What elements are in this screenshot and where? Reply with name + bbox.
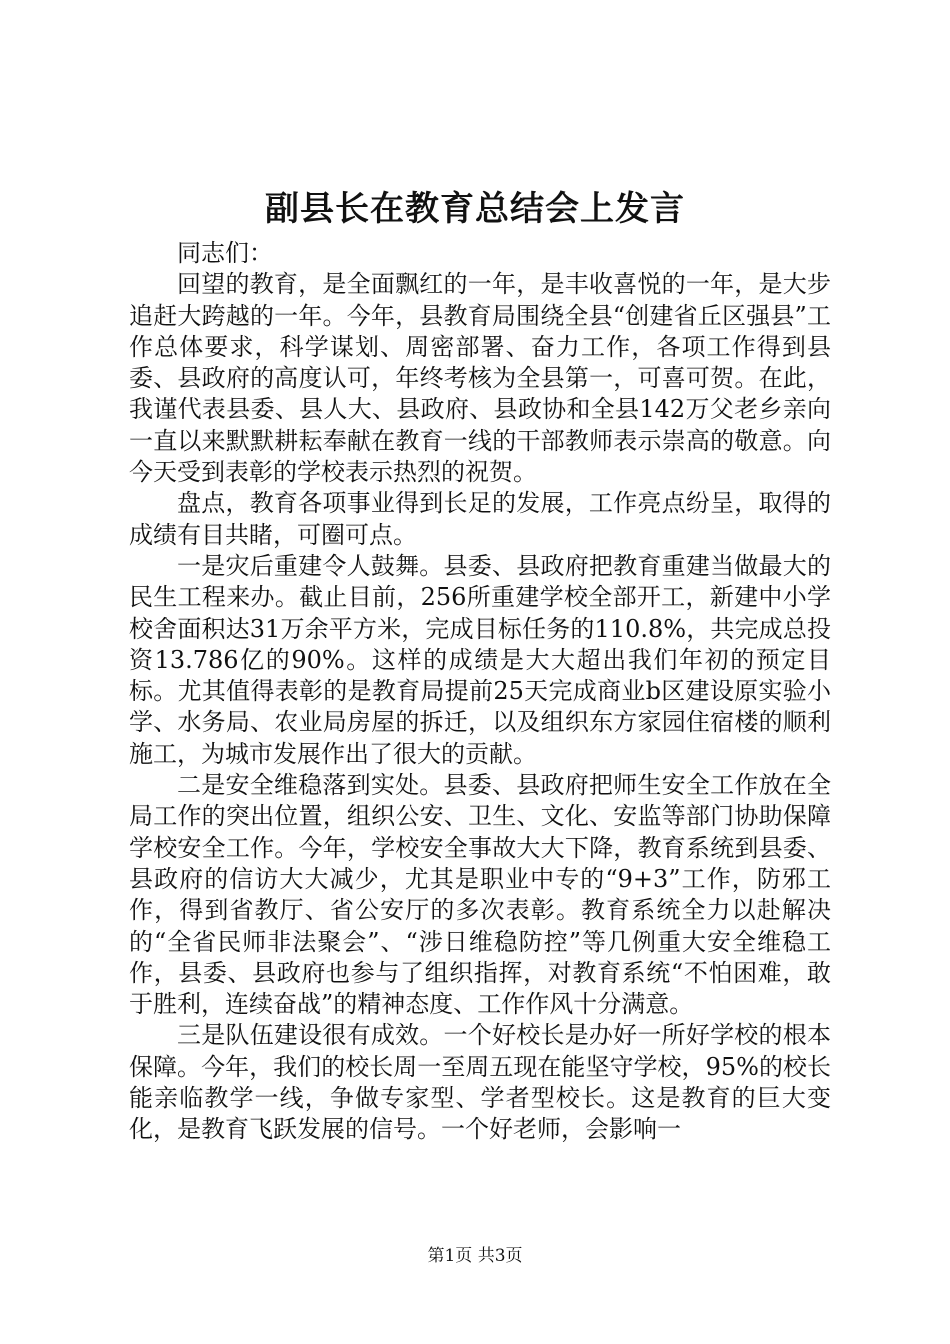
page-footer: 第1页 共3页 [427, 1246, 523, 1266]
document-body [129, 238, 831, 1146]
paragraph-team-building: 三是队伍建设很有成效。一个好校长是办好一所好学校的根本保障。今年，我们的校长周一至周五现在能坚守学校，95%的校长能亲临教学一线，争做专家型、学者型校长。这是教育的巨大变化，是教育飞跃发展的信号。一个好老师，会影响一 [129, 1021, 831, 1144]
paragraph-review: 回望的教育，是全面飘红的一年，是丰收喜悦的一年，是大步追赶大跨越的一年。今年，县教育局围绕全县“创建省丘区强县”工作总体要求，科学谋划、周密部署、奋力工作，各项工作得到县委、县政府的高度认可，年终考核为全县第一，可喜可贺。在此，我谨代表县委、县人大、县政府、县政协和全县142万父老乡亲向一直以来默默耕耘奉献在教育一线的干部教师表示崇高的敬意。向今天受到表彰的学校表示热烈的祝贺。 [129, 270, 831, 487]
paragraph-reconstruction: 一是灾后重建令人鼓舞。县委、县政府把教育重建当做最大的民生工程来办。截止目前，256所重建学校全部开工，新建中小学校舍面积达31万余平方米，完成目标任务的110.8%，共完成总投资13.786亿的90%。这样的成绩是大大超出我们年初的预定目标。尤其值得表彰的是教育局提前25天完成商业b区建设原实验小学、水务局、农业局房屋的拆迁，以及组织东方家园住宿楼的顺利施工，为城市发展作出了很大的贡献。 [129, 551, 831, 768]
paragraph-salutation: 同志们： [177, 239, 273, 267]
paragraph-summary: 盘点，教育各项事业得到长足的发展，工作亮点纷呈，取得的成绩有目共睹，可圈可点。 [129, 489, 831, 549]
document-title: 副县长在教育总结会上发言 [265, 189, 685, 229]
paragraph-safety: 二是安全维稳落到实处。县委、县政府把师生安全工作放在全局工作的突出位置，组织公安、卫生、文化、安监等部门协助保障学校安全工作。今年，学校安全事故大大下降，教育系统到县委、县政府的信访大大减少，尤其是职业中专的“9+3”工作，防邪工作，得到省教厅、省公安厅的多次表彰。教育系统全力以赴解决的“全省民师非法聚会”、“涉日维稳防控”等几例重大安全维稳工作，县委、县政府也参与了组织指挥，对教育系统“不怕困难，敢于胜利，连续奋战”的精神态度、工作作风十分满意。 [129, 771, 831, 1019]
